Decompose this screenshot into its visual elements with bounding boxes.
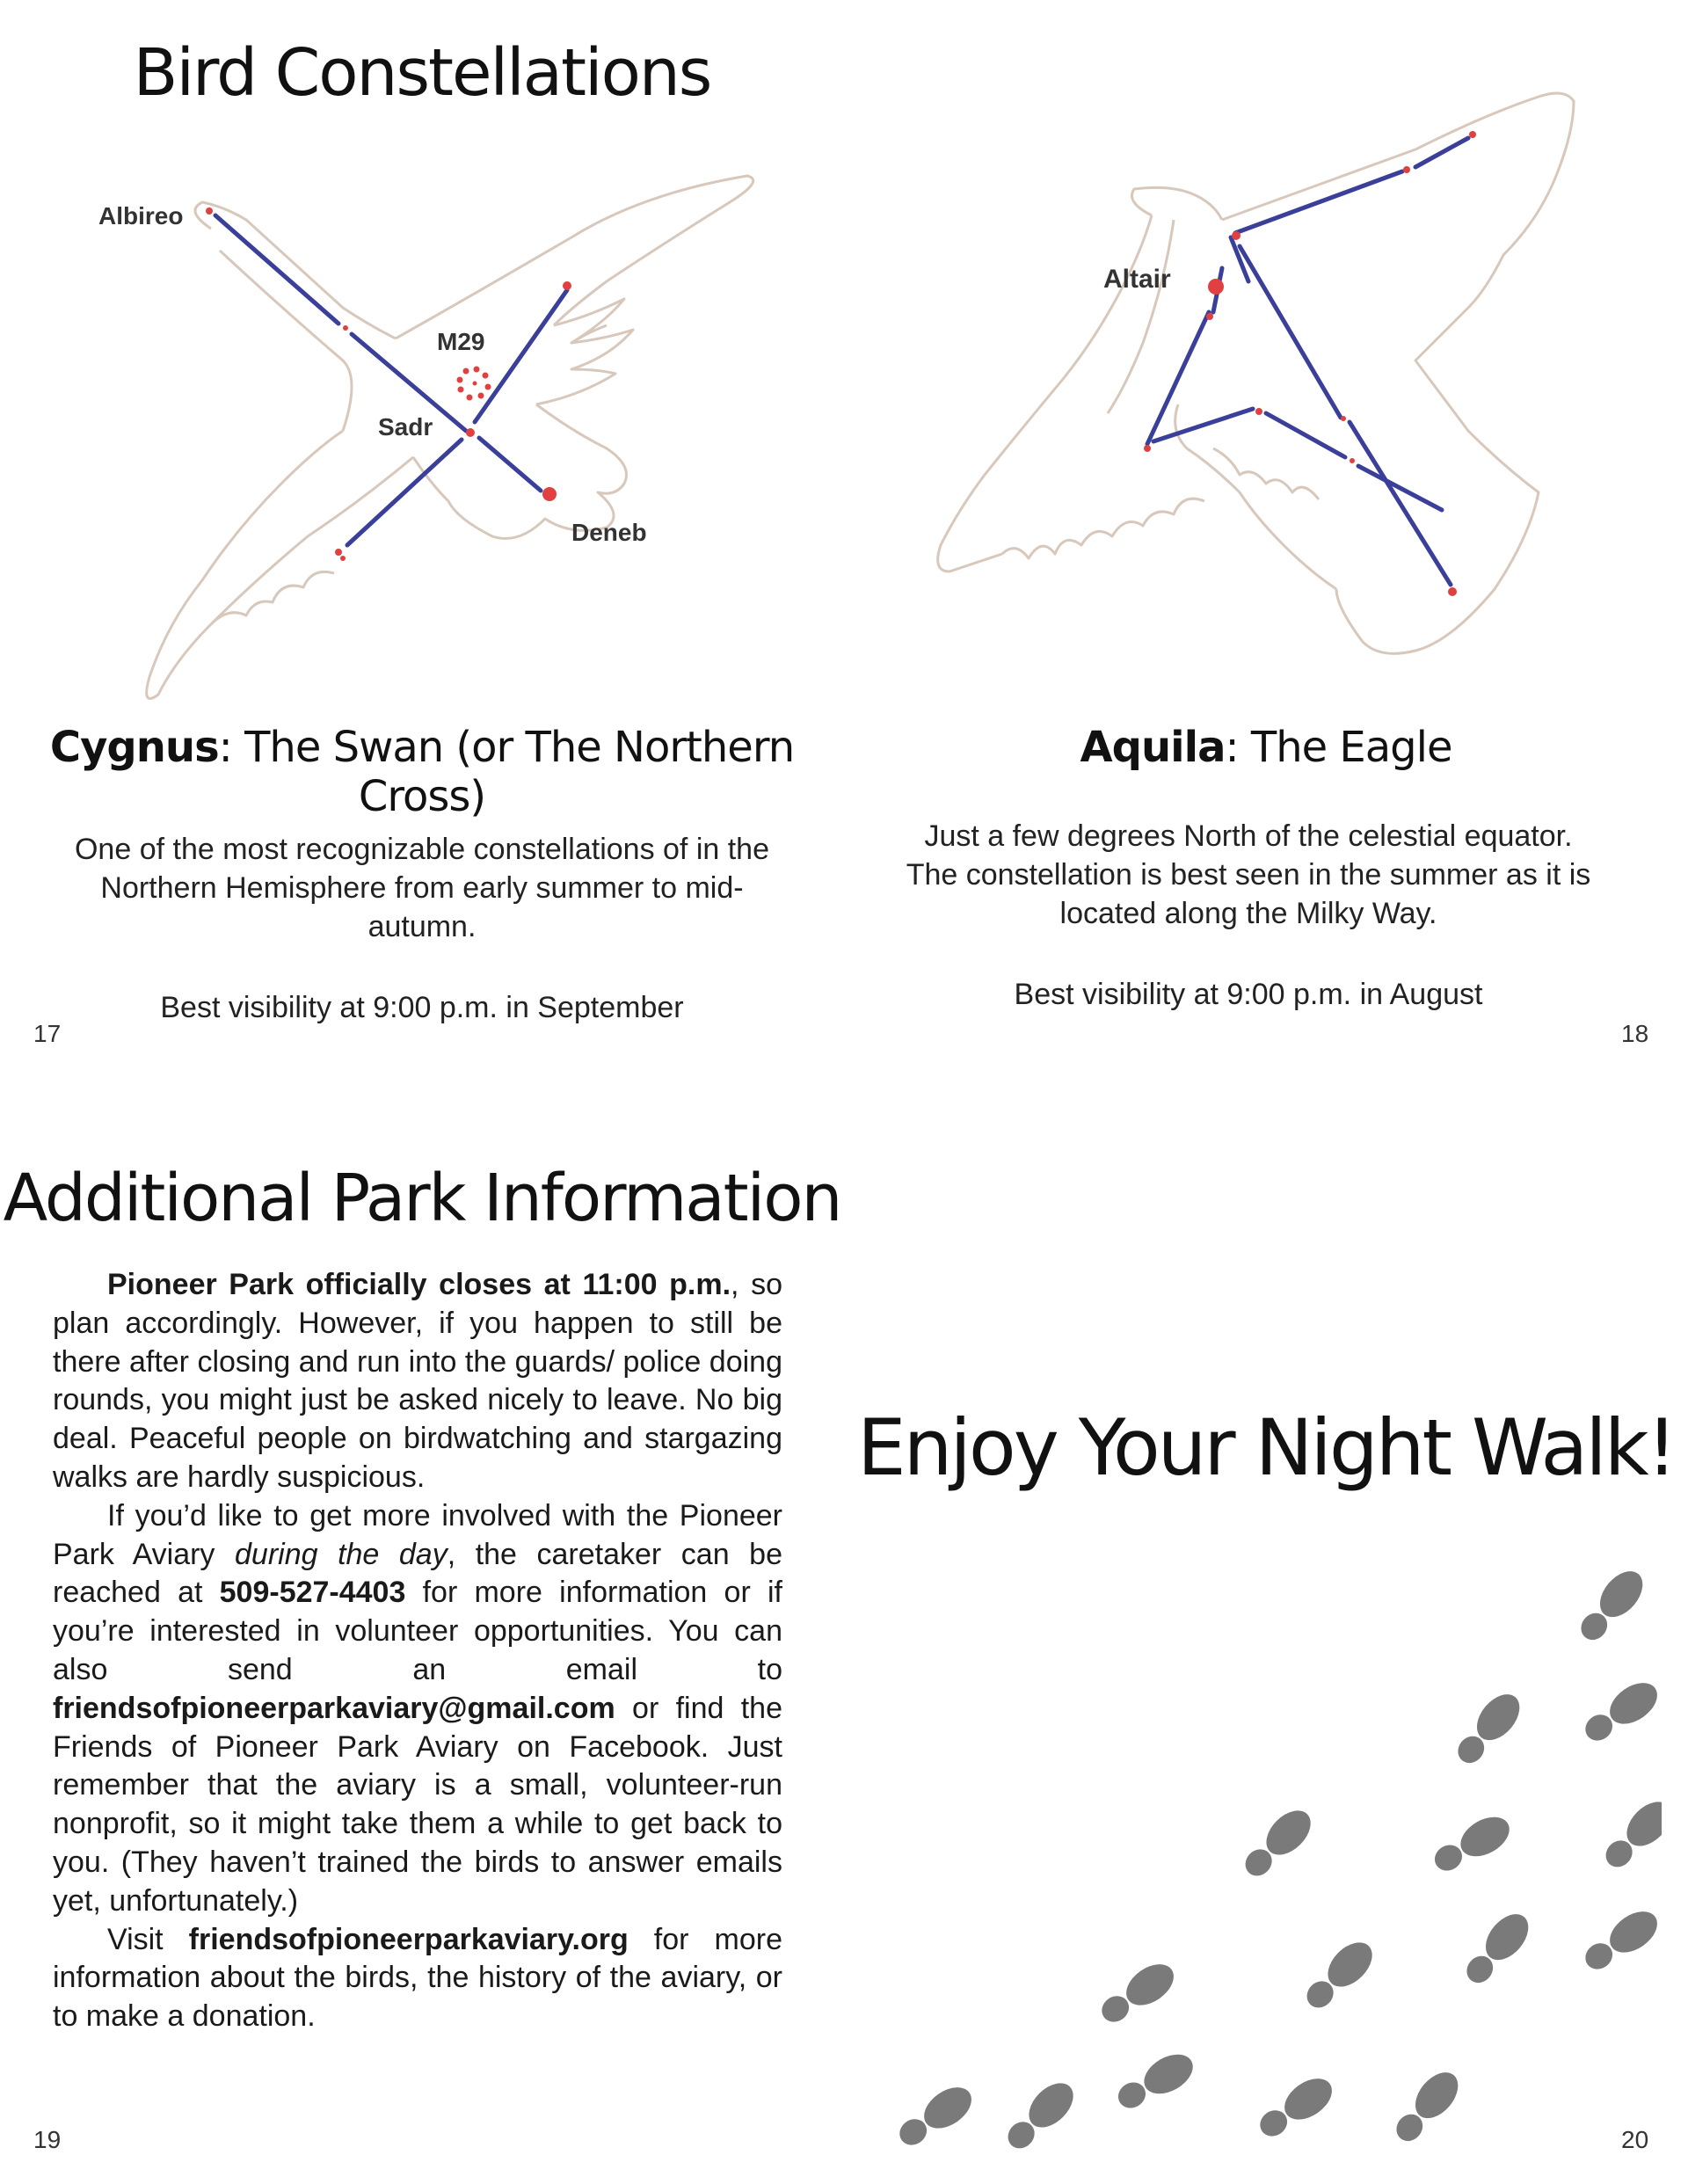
m29-label: M29 [437, 328, 485, 355]
deneb-label: Deneb [571, 519, 647, 546]
aquila-subtitle [844, 723, 1688, 772]
m29-cluster-icon [457, 367, 491, 401]
cygnus-diagram [79, 167, 765, 712]
page-number-18: 18 [1621, 1020, 1649, 1047]
closing-time-bold: Pioneer Park officially closes at 11:00 p.m. [107, 1268, 731, 1301]
cygnus-subtitle [0, 723, 844, 821]
albireo-label: Albireo [98, 202, 184, 229]
aquila-description: Just a few degrees North of the celestial equator. The constellation is best seen in the summer as it is located along the Milky Way. [906, 819, 1591, 930]
page-number-19: 19 [33, 2126, 62, 2153]
during-the-day-italic: during the day [235, 1537, 447, 1571]
aviary-email: friendsofpioneerparkaviary@gmail.com [53, 1691, 615, 1725]
aquila-subtitle-bold: Aquila [1080, 723, 1226, 772]
cygnus-visibility: Best visibility at 9:00 p.m. in September [160, 991, 684, 1024]
page19-heading: Additional Park Information [3, 1161, 841, 1236]
aquila-visibility: Best visibility at 9:00 p.m. in August [1014, 978, 1483, 1011]
page-number-20: 20 [1621, 2126, 1649, 2153]
page20-heading: Enjoy Your Night Walk! [857, 1402, 1675, 1493]
footprints-illustration [862, 1556, 1662, 2172]
volunteer-paragraph: If you’d like to get more involved with the Pioneer Park Aviary during the day, the caretaker can be reached at 509-527-4403 for more information or if you’re interested in volunteer opportunities. You can also send an email to friendsofpioneerparkaviary@gmail.com or find the Friends of Pioneer Park Aviary on Facebook. Just remember that the aviary is a small, volunteer-run nonprofit, so it might take them a while to get back to you. (They haven’t trained the birds to answer emails yet, unfortunately.) [53, 1498, 782, 1918]
altair-label: Altair [1103, 265, 1171, 294]
page-number-17: 17 [33, 1020, 62, 1047]
closing-paragraph: Pioneer Park officially closes at 11:00 p.m., so plan accordingly. However, if you happen to still be there after closing and run into the guards/ police doing rounds, you might just be asked nicely to leave. No big deal. Peaceful people on birdwatching and stargazing walks are hardly suspicious. [53, 1268, 782, 1494]
aviary-website: friendsofpioneerparkaviary.org [188, 1922, 629, 1956]
cygnus-subtitle-bold: Cygnus [49, 723, 219, 772]
footprint-icon [892, 1563, 1662, 2157]
park-information-text [53, 1266, 782, 2036]
aquila-subtitle-rest: : The Eagle [1225, 723, 1452, 772]
cygnus-description: One of the most recognizable constellations of in the Northern Hemisphere from early summer to mid-autumn. [74, 833, 770, 943]
website-paragraph: Visit friendsofpioneerparkaviary.org for more information about the birds, the history of the aviary, or to make a donation. [53, 1922, 782, 2034]
swan-outline-icon [147, 176, 753, 699]
sadr-label: Sadr [378, 413, 433, 440]
cygnus-subtitle-rest: : The Swan (or The Northern Cross) [218, 723, 795, 821]
aquila-diagram [923, 79, 1618, 677]
caretaker-phone: 509-527-4403 [219, 1576, 406, 1610]
eagle-outline-icon [938, 93, 1574, 653]
page17-heading: Bird Constellations [133, 35, 711, 111]
